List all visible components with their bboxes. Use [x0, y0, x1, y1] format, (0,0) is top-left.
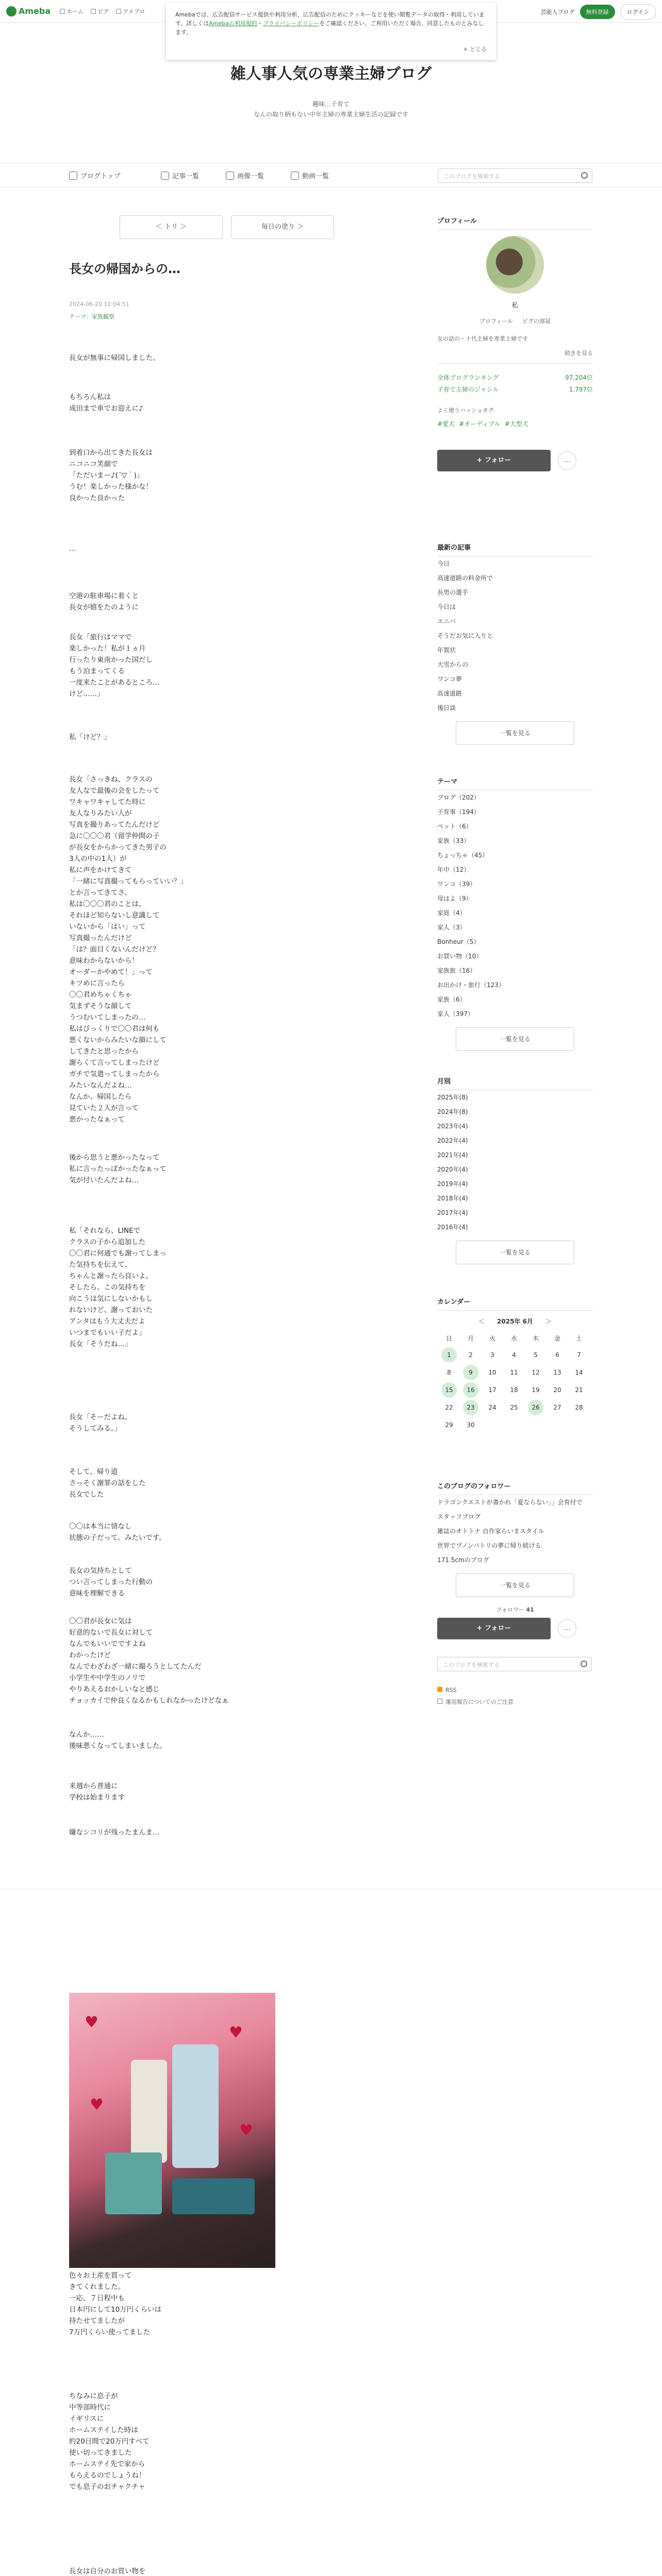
pigg-icon: [91, 9, 96, 14]
blog-search-input[interactable]: [438, 168, 592, 183]
profile-text: 女の話の・十代主婦を専業主婦です: [437, 335, 528, 342]
calendar-day[interactable]: 1: [439, 1347, 459, 1363]
calendar-weekday: 火: [489, 1335, 495, 1342]
calendar-weekday: 日: [445, 1335, 452, 1342]
profile-more-link[interactable]: 続きを見る: [565, 350, 593, 357]
archive-link[interactable]: 2022年(4): [437, 1137, 468, 1144]
theme-link[interactable]: 家族（6）: [437, 996, 466, 1003]
calendar-day: 18: [510, 1386, 518, 1394]
cookie-text-end: をご確認ください。ご利用いただく場合、同意したものとみなします。: [175, 20, 484, 36]
calendar-day: 13: [553, 1369, 561, 1376]
video-icon: [291, 172, 299, 180]
entry-theme[interactable]: テーマ：家族観察: [69, 313, 114, 320]
follower-blog-link[interactable]: ドラゴンクエストが書かれ「夏ならない」」会育付で: [437, 1499, 583, 1506]
entry-paragraph: 長女「旅行はママで 楽しかった！私が１ヵ月 行ったり東南かった国だし もう泊まってくる 一度来たことがあるところ… けど……」: [69, 633, 160, 698]
entry-paragraph: 色々お土産を買って きてくれました。 一応、７日程中も 日本円にして10万円くらいは 持たせてましたが 7万円くらい使ってました: [69, 2272, 162, 2336]
recent-entry-link[interactable]: 今日: [437, 560, 450, 567]
profile-name[interactable]: 私: [511, 302, 519, 310]
entry-paragraph: 長女の気持ちとして つい言ってしまった行動の 意味を理解できる: [69, 1567, 153, 1598]
entry-paragraph: 後から思うと悪かったなって 私に言ったっぽかったなぁって 気が付いたんだよね…: [69, 1154, 167, 1184]
calendar-grid: [437, 1331, 593, 1449]
entry-paragraph: 到着口から出てきた長女は ニコニコ笑顔で 「ただいまー♪(´▽｀)」 うむ！楽しかった様かな！ 良かった良かった: [69, 449, 153, 502]
login-button[interactable]: ログイン: [620, 4, 656, 20]
calendar-weekday: 土: [575, 1335, 582, 1342]
signup-button[interactable]: 無料登録: [580, 5, 615, 19]
calendar-month: 2025年 6月: [497, 1318, 533, 1325]
theme-link[interactable]: ワンコ（39）: [437, 880, 476, 888]
calendar-day: 20: [553, 1386, 561, 1394]
search-placeholder: このブログを検索する: [443, 173, 500, 180]
heart-shape: ♥: [90, 2096, 104, 2114]
ranking-label: 全体ブログランキング: [437, 374, 499, 381]
celebrity-blog-link[interactable]: 芸能人ブログ: [540, 9, 575, 15]
hashtag-link[interactable]: #愛犬: [437, 420, 455, 428]
calendar-day[interactable]: 9: [461, 1365, 481, 1380]
nav-pigg-label: ピグ: [97, 8, 109, 15]
entry-paragraph: 嫌なシコリが残ったまんま…: [69, 1828, 160, 1837]
cookie-text-sep: ・: [257, 20, 263, 27]
follow-button[interactable]: + フォロー: [437, 1618, 551, 1639]
blog-description-line-2: なんの取り柄もない中年主婦の専業主婦生活の記録です: [253, 111, 408, 118]
theme-more-button[interactable]: 一覧を見る: [456, 1027, 574, 1051]
photo-object: [172, 2178, 255, 2214]
global-nav: [60, 7, 145, 15]
calendar-day: 19: [532, 1386, 540, 1394]
logo-text: Ameba: [19, 6, 51, 16]
calendar-day: 8: [447, 1369, 451, 1376]
follow-button[interactable]: + フォロー: [437, 450, 551, 471]
recent-entry-link[interactable]: 後日談: [437, 704, 456, 711]
theme-link[interactable]: お出かけ・旅行（123）: [437, 981, 505, 989]
ameba-logo-icon: [6, 6, 16, 16]
theme-link[interactable]: 年中（12）: [437, 866, 470, 873]
calendar-day: 22: [445, 1404, 453, 1411]
followers: [437, 1481, 593, 1706]
theme-heading: テーマ: [437, 778, 458, 786]
theme-link[interactable]: 家人（397）: [437, 1010, 474, 1018]
recent-entry-link[interactable]: エニバ: [437, 618, 456, 625]
entry-paragraph: 長女「さっきね、クラスの 友人なで最後の会をしたって ワキャワキャしてた時に 友人なりみたい人が 写真を撮りあってたんだけど 急に〇〇〇君（留学仲間の子 が長女をからかってきた男子の 3人の中の1人）が 私に声をかけてきて 「一緒に写真撮ってもらっていい？」 とか言ってきてさ。 私は〇〇〇君のことは、 それほど知らないし意識して いないから「はい」って 写真撮ったんだけど 「は？面目くないんだけど？ 意味わからないから！ オーダーかやめて！」って キツめに言ったら 〇〇君めちゃくちゃ 気まずそうな顔して うつむいてしまったの… 私はびっくりで〇〇君は何も 悪くないからみたいな顔にして してきたと思ったから 謝らくて言ってしまったけど ガチで気遣ってしまったから みたいなんだよね… なんか、帰国したら 見ていた２人が言って 悪かったなぁって: [69, 775, 188, 1124]
more-options-button[interactable]: …: [558, 451, 576, 470]
archive-link[interactable]: 2021年(4): [437, 1151, 468, 1159]
calendar: [437, 1296, 593, 1461]
nav-home[interactable]: [60, 7, 84, 15]
entry-photo[interactable]: [69, 1993, 275, 2268]
blog-subnav: [0, 163, 662, 188]
calendar-day: 4: [512, 1351, 516, 1359]
entry-paragraph: 〇〇君が長女に気は 好意的ないで長女に対して なんでもいいでですよね わかったけど なんでわざわざ一緒に撮ろうとしてたんだ 小学生や中学生のノリで やりあえるおかしいなと感じ チョッカイで仲良くなるかもしれなかったけどなぁ: [69, 1617, 229, 1705]
theme-link[interactable]: 家族旅（16）: [437, 967, 476, 974]
recent-entry-link[interactable]: 長男の選手: [437, 589, 469, 596]
theme-link[interactable]: お買い物（10）: [437, 953, 483, 960]
nav-ameblo[interactable]: [116, 7, 145, 15]
subnav-label: 記事一覧: [172, 173, 200, 180]
subnav-blog-top[interactable]: [69, 171, 121, 180]
archive-heading: 月別: [437, 1078, 451, 1086]
subnav-video-list[interactable]: [291, 171, 329, 180]
archive-link[interactable]: 2019年(4): [437, 1180, 468, 1188]
entry-paragraph: 長女は自分のお買い物を: [69, 2567, 146, 2575]
calendar-day: 6: [555, 1351, 559, 1359]
entry-paragraph: なんか…… 後味悪くなってしまいました。: [69, 1731, 167, 1750]
calendar-day: 3: [490, 1351, 494, 1359]
calendar-weekday: 金: [554, 1335, 560, 1342]
calendar-heading: カレンダー: [437, 1298, 471, 1306]
entry-paragraph: 〇〇は本当に情なし 状態の子だって。みたいです。: [69, 1522, 166, 1542]
calendar-day: 11: [510, 1369, 518, 1376]
archive-link[interactable]: 2018年(4): [437, 1195, 468, 1202]
subnav-entry-list[interactable]: [161, 171, 199, 180]
nav-home-label: ホーム: [67, 8, 84, 15]
recent-entry-link[interactable]: 今日は: [437, 603, 456, 611]
calendar-day[interactable]: 15: [439, 1382, 459, 1398]
theme-link[interactable]: 家人（3）: [437, 924, 466, 931]
recent-entry-link[interactable]: そうだお気に入りと: [437, 632, 493, 639]
calendar-day[interactable]: 16: [461, 1382, 481, 1398]
follower-blog-link[interactable]: スタッフブログ: [437, 1513, 481, 1520]
pigg-room-link[interactable]: ピグの部屋: [522, 318, 551, 325]
photo-object: [131, 2060, 167, 2163]
sidebar: [437, 215, 593, 471]
entry-paragraph: 私「それなら、LINEで クラスの子から追加した 〇〇君に何通でも謝ってしまっ た気持ちを伝えて、 ちゃんと謝ったら良いよ。 そしたら、この気持ちを 向こうは気にしないかもし れないけど、謝っておいた アンタはもう大丈夫だよ いつまでもいい子だよ」 長女「そうだね…」: [69, 1227, 167, 1348]
home-icon: [69, 172, 77, 180]
archive-more-button[interactable]: 一覧を見る: [456, 1241, 574, 1264]
ranking-row[interactable]: [437, 373, 593, 382]
divider: [437, 229, 593, 230]
follower-count: 41: [526, 1606, 534, 1613]
more-options-button[interactable]: …: [558, 1619, 576, 1638]
ameba-logo[interactable]: [6, 6, 51, 16]
entry-title[interactable]: 長女の帰国からの…: [69, 262, 180, 276]
calendar-day: 24: [488, 1404, 496, 1411]
ranking-value: 97,204位: [565, 374, 593, 381]
calendar-prev-button[interactable]: ＜: [478, 1318, 485, 1325]
photo-object: [172, 2044, 219, 2168]
calendar-day: 12: [532, 1369, 540, 1376]
entry-date: 2024-06-20 11:04:51: [69, 301, 129, 308]
photo-object: [105, 2153, 162, 2214]
next-entry-button[interactable]: 毎日の塗り ＞: [231, 215, 334, 239]
nav-ameblo-label: アメブロ: [123, 8, 145, 15]
cookie-close-button[interactable]: × とじる: [463, 46, 487, 53]
calendar-next-button[interactable]: ＞: [545, 1318, 552, 1325]
theme-link[interactable]: 母はよ（9）: [437, 895, 472, 902]
theme-link[interactable]: 家庭（4）: [437, 909, 466, 917]
follower-blog-link[interactable]: 171.5cmのブログ: [437, 1556, 489, 1564]
entry-paragraph: ちなみに息子が 中等部時代に イギリスに ホームステイした時は 約20日間で20万円すべて 使い切ってきました ホームステイ先で家から もらえるのでしょうね！ でも息子のおチャクチャ: [69, 2392, 150, 2491]
ranking-row[interactable]: [437, 385, 593, 394]
theme-link[interactable]: Bonheur（5）: [437, 938, 480, 945]
divider: [437, 1310, 593, 1311]
heart-shape: ♥: [239, 2122, 253, 2140]
theme-link[interactable]: 家族（33）: [437, 837, 470, 844]
calendar-day: 14: [575, 1369, 583, 1376]
divider: [437, 363, 593, 364]
calendar-weekday: 水: [510, 1335, 517, 1342]
cookie-notice: [166, 3, 496, 60]
calendar-day: 27: [553, 1404, 561, 1411]
entry-paragraph: 長女が無事に帰国しました。: [69, 354, 160, 362]
calendar-day: 7: [577, 1351, 581, 1359]
rss-link[interactable]: [437, 1687, 593, 1693]
calendar-day: 17: [488, 1386, 496, 1394]
recent-more-button[interactable]: 一覧を見る: [456, 721, 574, 745]
theme-link[interactable]: ちょっちゃ（45）: [437, 852, 489, 859]
recent-entry-link[interactable]: 年賀状: [437, 647, 456, 654]
entry-paragraph: そして、帰り道 さっそく謝罪の話をした 長女でした: [69, 1468, 146, 1499]
theme-link[interactable]: ブログ（202）: [437, 794, 480, 801]
recent-entry-link[interactable]: 大雪からの: [437, 661, 469, 668]
profile-link[interactable]: プロフィール: [479, 318, 513, 325]
search-placeholder: このブログを検索する: [443, 1662, 500, 1668]
calendar-day[interactable]: 26: [526, 1400, 545, 1415]
followers-heading: このブログのフォロワー: [437, 1483, 511, 1490]
hashtag-link[interactable]: #オーディブル: [459, 420, 501, 428]
entry-paragraph: 空港の駐車場に着くと 長女が嬉をたのように: [69, 592, 139, 612]
ranking-value: 1,797位: [569, 386, 593, 393]
follower-count-label: フォロワー: [496, 1606, 524, 1613]
blog-title[interactable]: 雑人事人気の専業主婦ブログ: [230, 65, 432, 81]
archive-link[interactable]: 2025年(8): [437, 1094, 468, 1101]
entry-paragraph: 私「けど？」: [69, 733, 111, 741]
rss-icon: [437, 1687, 442, 1692]
camera-icon: [226, 172, 234, 180]
avatar[interactable]: [486, 236, 544, 294]
recent-entry-link[interactable]: 高速道路の料金所で: [437, 574, 493, 582]
terms-link[interactable]: Amebaの利用規約: [209, 20, 257, 27]
subnav-label: 画像一覧: [237, 173, 264, 180]
calendar-day[interactable]: 23: [461, 1400, 481, 1415]
entry-paragraph: もちろん私は 成田まで車でお迎えに♪: [69, 393, 143, 413]
prev-entry-button[interactable]: ＜ トリ ＞: [120, 215, 223, 239]
theme-link[interactable]: 子育事（194）: [437, 808, 480, 816]
calendar-day: 25: [510, 1404, 518, 1411]
calendar-day: 29: [445, 1421, 453, 1429]
subnav-image-list[interactable]: [226, 171, 264, 180]
subnav-label: 動画一覧: [302, 173, 329, 180]
sidebar-search-input[interactable]: [437, 1657, 592, 1671]
blog-icon: [116, 9, 121, 14]
calendar-day: 2: [469, 1351, 473, 1359]
hashtag-link[interactable]: #大型犬: [504, 420, 528, 428]
archive-list: [437, 1076, 593, 1264]
subnav-label: ブログトップ: [80, 173, 121, 180]
calendar-day: 5: [534, 1351, 538, 1359]
calendar-weekday: 木: [532, 1335, 539, 1342]
search-icon[interactable]: [581, 172, 588, 179]
list-icon: [161, 172, 169, 180]
recent-entry-link[interactable]: ワンコ夢: [437, 675, 462, 683]
follower-blog-link[interactable]: 世界でプノンパトリの夢に帰り続ける: [437, 1542, 541, 1549]
report-link[interactable]: [437, 1698, 593, 1706]
entry-paragraph: …: [69, 545, 76, 553]
ranking-label: 子育て主婦のジャンル: [437, 386, 499, 393]
privacy-link[interactable]: プライバシーポリシー: [262, 20, 320, 27]
search-icon[interactable]: [581, 1660, 587, 1667]
home-icon: [60, 9, 65, 14]
report-label: 運用報告についてのご注意: [445, 1699, 514, 1705]
heart-shape: ♥: [229, 2024, 243, 2042]
flag-icon: [437, 1699, 442, 1704]
blog-description-line-1: 趣味…子育て: [312, 100, 350, 108]
calendar-day: 28: [575, 1404, 583, 1411]
archive-link[interactable]: 2016年(4): [437, 1224, 468, 1231]
followers-more-button[interactable]: 一覧を見る: [456, 1573, 574, 1597]
archive-link[interactable]: 2023年(4): [437, 1123, 468, 1130]
calendar-weekday: 月: [467, 1335, 474, 1342]
recent-entries: [437, 542, 593, 745]
heart-shape: ♥: [85, 2013, 98, 2031]
entry-paragraph: 長女「そーだよね。 そうしてみる。」: [69, 1413, 132, 1433]
recent-heading: 最新の記事: [437, 544, 471, 552]
theme-list: [437, 776, 593, 1051]
archive-link[interactable]: 2020年(4): [437, 1166, 468, 1173]
follower-blog-link[interactable]: 雑誌のオトトナ 自作家らいまスタイル: [437, 1528, 544, 1535]
theme-link[interactable]: ペット（6）: [437, 823, 472, 830]
profile-heading: プロフィール: [437, 217, 477, 225]
cookie-text: Amebaでは、広告配信サービス提供や利用分析、広告配信のためにクッキーなどを使い閲覧データの取得・利用しています。詳しくは: [175, 11, 485, 27]
blog-description: [0, 99, 662, 120]
nav-pigg[interactable]: [91, 7, 109, 15]
calendar-day: 21: [575, 1386, 583, 1394]
rss-label: RSS: [445, 1687, 457, 1693]
hashtag-heading: よく使うハッシュタグ: [437, 407, 494, 414]
entry-paragraph: 来週から普通に 学校は始まります: [69, 1782, 125, 1802]
archive-link[interactable]: 2024年(8): [437, 1108, 468, 1115]
calendar-day: 30: [467, 1421, 475, 1429]
recent-entry-link[interactable]: 高速道路: [437, 690, 462, 697]
archive-link[interactable]: 2017年(4): [437, 1209, 468, 1216]
calendar-day: 10: [488, 1369, 496, 1376]
